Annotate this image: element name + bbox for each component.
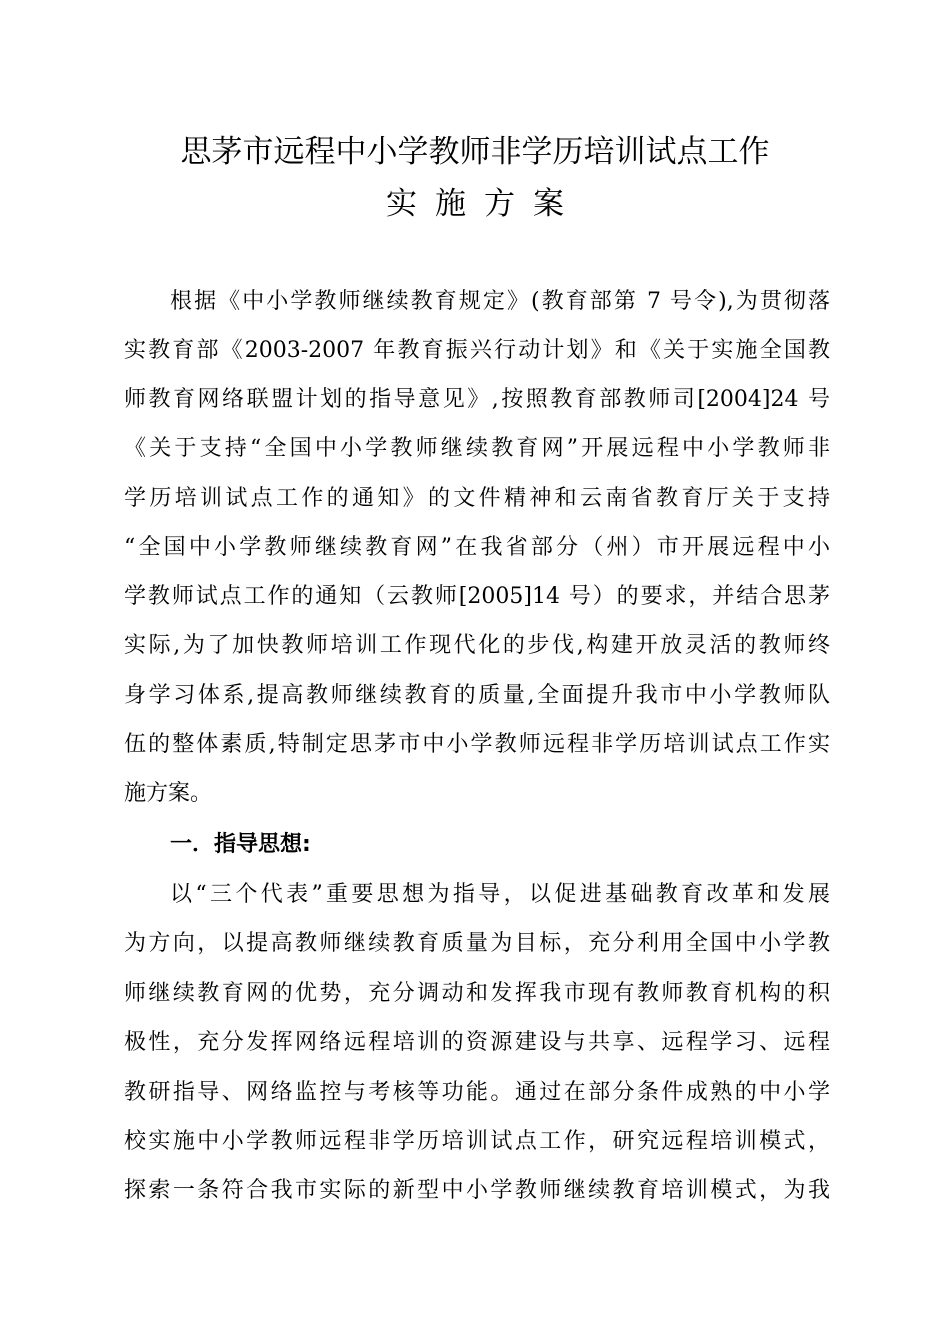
paragraph-line: 为方向，以提高教师继续教育质量为目标，充分利用全国中小学教 (124, 931, 830, 956)
paragraph-line: 师教育网络联盟计划的指导意见》,按照教育部教师司[2004]24 号 (124, 387, 830, 412)
document-title (0, 130, 950, 226)
paragraph-line: 学历培训试点工作的通知》的文件精神和云南省教育厅关于支持 (124, 486, 830, 511)
paragraph-line: 伍的整体素质,特制定思茅市中小学教师远程非学历培训试点工作实 (124, 732, 830, 757)
paragraph-line: 《关于支持“全国中小学教师继续教育网”开展远程中小学教师非 (124, 436, 830, 461)
paragraph-line: 以“三个代表”重要思想为指导，以促进基础教育改革和发展 (170, 882, 830, 907)
paragraph-line: 施方案。 (124, 781, 213, 806)
paragraph-line: 实际,为了加快教师培训工作现代化的步伐,构建开放灵活的教师终 (124, 633, 830, 658)
paragraph-line: 极性，充分发挥网络远程培训的资源建设与共享、远程学习、远程 (124, 1030, 830, 1055)
paragraph-line: 实教育部《2003-2007 年教育振兴行动计划》和《关于实施全国教 (124, 338, 830, 363)
title-line-2: 实施方案 (386, 186, 582, 222)
paragraph-line: “全国中小学教师继续教育网”在我省部分（州）市开展远程中小 (124, 535, 830, 560)
paragraph-line: 师继续教育网的优势，充分调动和发挥我市现有教师教育机构的积 (124, 981, 830, 1006)
title-line-1: 思茅市远程中小学教师非学历培训试点工作 (180, 134, 770, 170)
paragraph-line: 探索一条符合我市实际的新型中小学教师继续教育培训模式，为我 (124, 1178, 830, 1203)
section-heading: 一．指导思想: (170, 832, 311, 857)
paragraph-line: 学教师试点工作的通知（云教师[2005]14 号）的要求，并结合思茅 (124, 584, 830, 609)
paragraph-line: 教研指导、网络监控与考核等功能。通过在部分条件成熟的中小学 (124, 1080, 830, 1105)
paragraph-line: 根据《中小学教师继续教育规定》(教育部第 7 号令),为贯彻落 (170, 289, 830, 314)
paragraph-line: 校实施中小学教师远程非学历培训试点工作，研究远程培训模式， (124, 1129, 830, 1154)
paragraph-line: 身学习体系,提高教师继续教育的质量,全面提升我市中小学教师队 (124, 683, 830, 708)
